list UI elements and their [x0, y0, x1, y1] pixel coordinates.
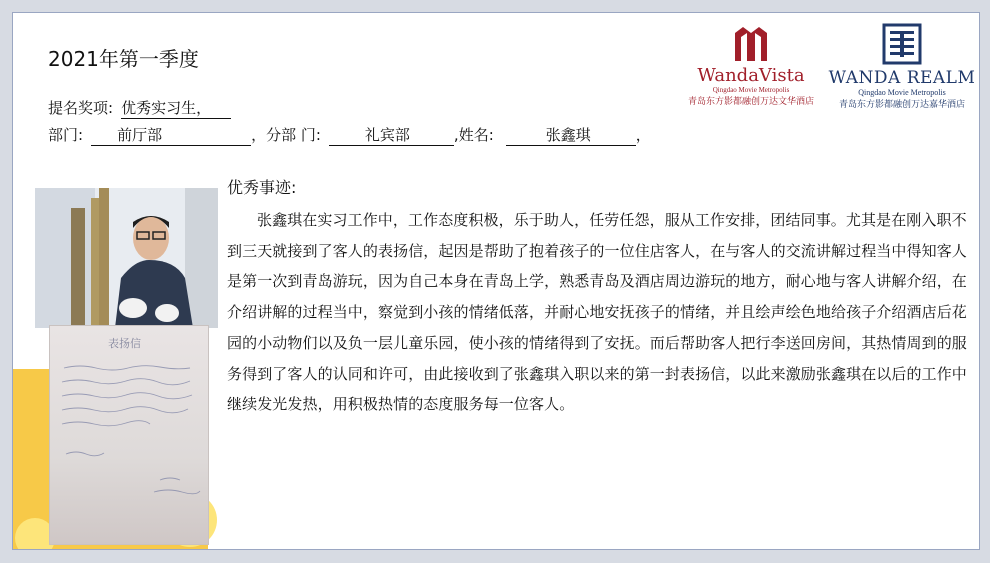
subdept-value: 礼宾部 — [329, 124, 454, 146]
section-title: 优秀事迹: — [227, 178, 297, 197]
page-title: 2021年第一季度 — [48, 47, 199, 71]
letter-heading: 表扬信 — [108, 337, 141, 350]
wanda-vista-sub-en: Qingdao Movie Metropolis — [712, 86, 790, 94]
separator: ， — [635, 126, 651, 144]
separator: ， — [251, 126, 267, 144]
wanda-realm-mark-icon — [880, 23, 924, 65]
wanda-vista-sub-cn: 青岛东方影都融创万达文华酒店 — [687, 97, 814, 107]
handwriting-scribble — [50, 326, 208, 544]
name-value: 张鑫琪 — [506, 124, 636, 146]
slide — [12, 12, 980, 550]
nomination-value: 优秀实习生， — [121, 97, 231, 119]
wanda-realm-name: WANDA REALM — [828, 68, 976, 88]
nomination-row — [48, 97, 231, 119]
achievement-text: 张鑫琪在实习工作中，工作态度积极，乐于助人，任劳任怨，服从工作安排，团结同事。尤其是在刚入职不到三天就接到了客人的表扬信，起因是帮助了抱着孩子的一位住店客人，在与客人的交流讲解过程当中得知客人是第一次到青岛游玩，因为自己本身在青岛上学，熟悉青岛及酒店周边游玩的地方，耐心地与客人讲解介绍，在介绍讲解的过程当中，察觉到小孩的情绪低落，并耐心地安抚孩子的情绪，并且绘声绘色地给孩子介绍酒店后花园的小动物们以及负一层儿童乐园，使小孩的情绪得到了安抚。而后帮助客人把行李送回房间，其热情周到的服务得到了客人的认同和许可，由此接收到了张鑫琪入职以来的第一封表扬信，以此来激励张鑫琪在以后的工作中继续发光发热，用积极热情的态度服务每一位客人。 — [227, 211, 967, 414]
employee-photo — [35, 188, 218, 328]
nomination-label: 提名奖项: — [48, 99, 114, 117]
separator: , — [453, 126, 459, 144]
dept-label: 部门: — [48, 126, 84, 144]
wanda-vista-logo — [681, 23, 821, 119]
wanda-vista-name: WandaVista — [697, 65, 805, 86]
dept-value: 前厅部 — [91, 124, 251, 146]
wanda-realm-sub-en: Qingdao Movie Metropolis — [858, 88, 946, 97]
wanda-vista-mark-icon — [731, 23, 771, 63]
subdept-label: 分部 门: — [266, 126, 321, 144]
wanda-realm-sub-cn: 青岛东方影都融创万达嘉华酒店 — [838, 100, 965, 110]
info-row — [48, 124, 651, 146]
praise-letter-image — [49, 325, 209, 545]
wanda-realm-logo — [823, 23, 980, 119]
employee-photo-illustration — [35, 188, 218, 328]
name-label: 姓名: — [458, 126, 494, 144]
